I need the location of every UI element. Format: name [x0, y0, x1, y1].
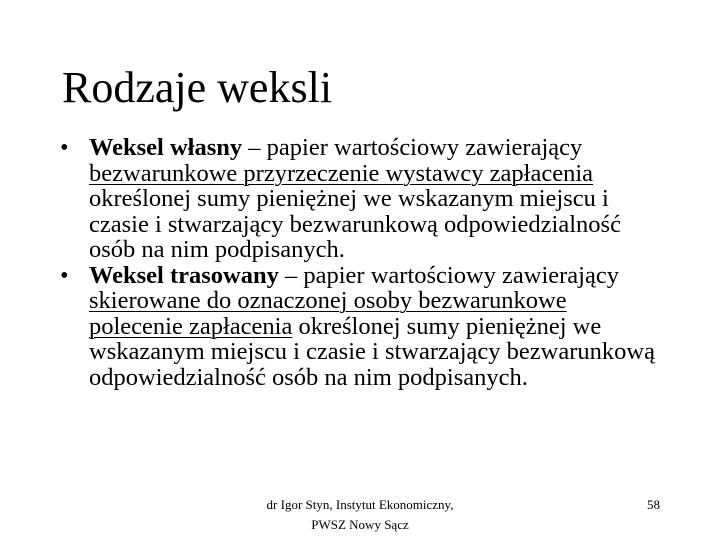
- bullet-text-rest: określonej sumy pieniężnej we wskazanym miejscu i czasie i stwarzający bezwarunkową odpowiedzialność osób na nim podpisanych.: [89, 185, 621, 263]
- slide-title: Rodzaje weksli: [62, 63, 333, 112]
- bullet-text-underlined: skierowane do oznaczonej osoby bezwarunkowe polecenie zapłacenia: [89, 287, 567, 340]
- bullet-list: [60, 135, 660, 390]
- bullet-term: Weksel trasowany: [89, 261, 279, 289]
- bullet-text-underlined: bezwarunkowe przyrzeczenie wystawcy zapłacenia: [89, 159, 593, 187]
- bullet-text-lead: – papier wartościowy zawierający: [278, 261, 619, 289]
- footer-institution-line: PWSZ Nowy Sącz: [311, 517, 409, 532]
- bullet-term: Weksel własny: [89, 134, 243, 161]
- footer-credit: [240, 495, 480, 535]
- bullet-mark: •: [60, 134, 69, 161]
- bullet-text-lead: – papier wartościowy zawierający: [242, 134, 583, 161]
- bullet-item-weksel-wlasny: [60, 135, 660, 263]
- page-number: 58: [647, 497, 660, 512]
- bullet-text-rest: określonej sumy pieniężnej we wskazanym miejscu i czasie i stwarzający bezwarunkową odpowiedzialność osób na nim podpisanych.: [89, 312, 655, 391]
- footer-author-line: dr Igor Styn, Instytut Ekonomiczny,: [266, 497, 454, 512]
- bullet-item-weksel-trasowany: [60, 263, 660, 391]
- bullet-mark: •: [60, 261, 69, 289]
